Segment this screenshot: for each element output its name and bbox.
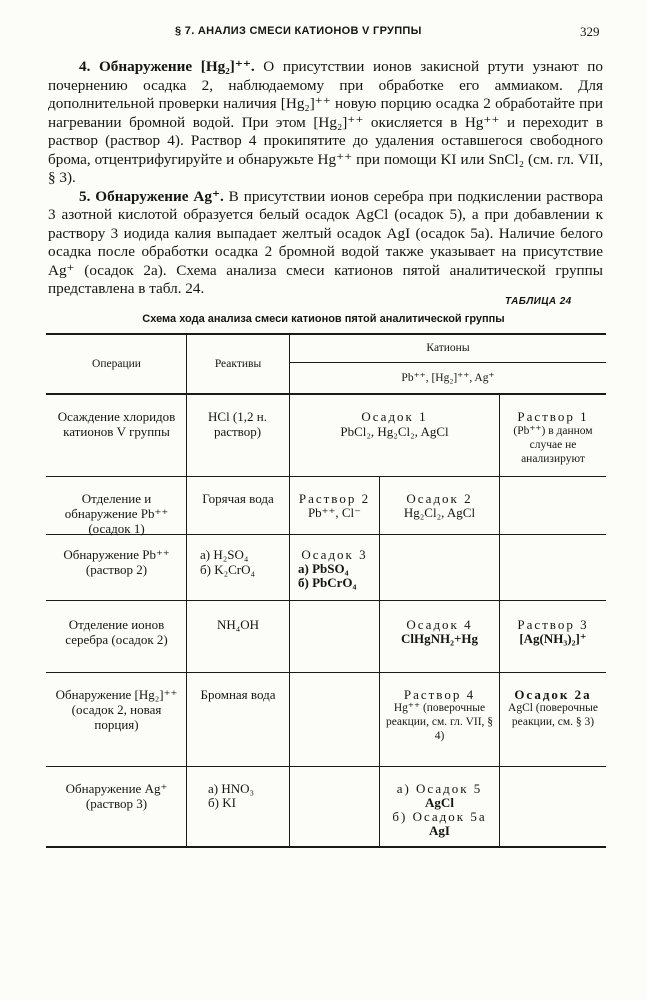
row5-solution-body: Hg⁺⁺ (поверочные реакции, см. гл. VII, § 4) <box>385 702 494 742</box>
table-bottom-rule <box>46 846 606 848</box>
table-header-rule <box>46 393 606 395</box>
row3-precipitate-b: б) PbCrO₄ <box>298 575 357 590</box>
row6-precipitate-b-title: б) Осадок 5а <box>392 809 487 824</box>
paragraph-5-heading: 5. Обнаружение Ag⁺. <box>79 187 224 205</box>
row2-precipitate-title: Осадок 2 <box>406 491 473 506</box>
row6-precipitate-b-body: AgI <box>429 823 450 838</box>
row4-precipitate-body: ClHgNH₂+Hg <box>400 631 479 646</box>
row5-operation: Обнаружение [Hg₂]⁺⁺ (осадок 2, новая порция) <box>55 687 178 732</box>
row6-precipitate-a-body: AgCl <box>425 795 454 810</box>
col-rule-2 <box>289 333 290 847</box>
table-caption: Схема хода анализа смеси катионов пятой аналитической группы <box>142 313 505 325</box>
row3-reagent-a: а) H₂SO₄ <box>200 547 249 562</box>
row-rule-1 <box>46 476 606 477</box>
row5-precipitate-body: AgCl (поверочные реакции, см. § 3) <box>508 702 598 728</box>
row3-precipitate-title: Осадок 3 <box>301 547 368 562</box>
header-operations: Операции <box>92 358 141 370</box>
row4-reagent: NH₄OH <box>216 617 260 632</box>
row4-operation: Отделение ионов серебра (осадок 2) <box>65 617 168 647</box>
row1-solution-title: Раствор 1 <box>517 409 589 424</box>
body-text <box>48 58 603 299</box>
row2-operation: Отделение и обнаружение Pb⁺⁺ (осадок 1) <box>64 491 169 536</box>
row-rule-3 <box>46 600 606 601</box>
page-number: 329 <box>580 24 600 39</box>
table-top-rule <box>46 333 606 335</box>
paragraph-5-text: В присутствии ионов серебра при подкислении раствора 3 азотной кислотой образуется белый осадок AgCl (осадок 5), а при добавлении к раствору 3 иодида калия выпадает желтый осадок AgI (осадок 5а). Наличие белого осадка после обработки осадка 2 бромной водой также указывает на присутствие Ag⁺ (осадок 2а). Схема анализа смеси катионов пятой аналитической группы представлена в табл. 24. <box>48 187 604 297</box>
row1-precipitate-title: Осадок 1 <box>361 409 428 424</box>
header-reagents: Реактивы <box>214 358 262 370</box>
row6-operation: Обнаружение Ag⁺ (раствор 3) <box>65 781 168 811</box>
row2-precipitate-body: Hg₂Cl₂, AgCl <box>403 505 476 520</box>
paragraph-5 <box>48 188 603 299</box>
paragraph-4-text: О присутствии ионов закисной ртути узнают по почернению осадка 2, наблюдаемому при обработке его аммиаком. Для дополнительной проверки наличия [Hg₂]⁺⁺ новую порцию осадка 2 обработайте при нагревании бромной водой. При этом [Hg₂]⁺⁺ окисляется в Hg⁺⁺ и переходит в раствор (раствор 4). Раствор 4 прокипятите до удаления оставшегося свободного брома, отцентрифугируйте и обнаружьте Hg⁺⁺ при помощи KI или SnCl₂ (см. гл. VII, § 3). <box>48 58 604 186</box>
row6-precipitate-a-title: а) Осадок 5 <box>396 781 483 796</box>
row4-solution-body: [Ag(NH₃)₂]⁺ <box>519 631 587 646</box>
row2-reagent: Горячая вода <box>202 491 274 506</box>
row2-solution-body: Pb⁺⁺, Cl⁻ <box>307 505 362 520</box>
row5-precipitate-title: Осадок 2а <box>514 687 592 702</box>
col-rule-4 <box>379 476 380 847</box>
row5-reagent: Бромная вода <box>200 687 276 702</box>
row-rule-4 <box>46 672 606 673</box>
row4-precipitate-title: Осадок 4 <box>406 617 473 632</box>
row3-reagent-b: б) K₂CrO₄ <box>200 562 256 577</box>
row6-reagent-a: а) HNO₃ <box>208 781 255 796</box>
row3-precipitate-a: а) PbSO₄ <box>298 561 349 576</box>
header-cations: Катионы <box>426 342 470 354</box>
paragraph-4-heading: 4. Обнаружение [Hg₂]⁺⁺. <box>79 58 255 75</box>
running-header: § 7. АНАЛИЗ СМЕСИ КАТИОНОВ V ГРУППЫ <box>175 25 422 37</box>
row1-precipitate-body: PbCl₂, Hg₂Cl₂, AgCl <box>340 424 449 439</box>
row1-operation: Осаждение хлоридов катионов V группы <box>57 409 176 439</box>
row4-solution-title: Раствор 3 <box>517 617 589 632</box>
row1-solution-body: (Pb⁺⁺) в данном случае не анализируют <box>513 425 593 465</box>
paragraph-4 <box>48 58 603 188</box>
row3-operation: Обнаружение Pb⁺⁺ (раствор 2) <box>63 547 170 577</box>
row5-solution-title: Раствор 4 <box>403 687 476 702</box>
row1-reagent: HCl (1,2 н. раствор) <box>208 409 267 439</box>
row-rule-5 <box>46 766 606 767</box>
col-rule-5 <box>499 476 500 847</box>
table-label: ТАБЛИЦА 24 <box>505 296 572 307</box>
header-cations-list: Pb⁺⁺, [Hg₂]⁺⁺, Ag⁺ <box>401 372 495 384</box>
cations-sub-rule <box>289 362 606 363</box>
col-rule-3 <box>499 394 500 476</box>
row2-solution-title: Раствор 2 <box>298 491 371 506</box>
row6-reagent-b: б) KI <box>208 795 236 810</box>
